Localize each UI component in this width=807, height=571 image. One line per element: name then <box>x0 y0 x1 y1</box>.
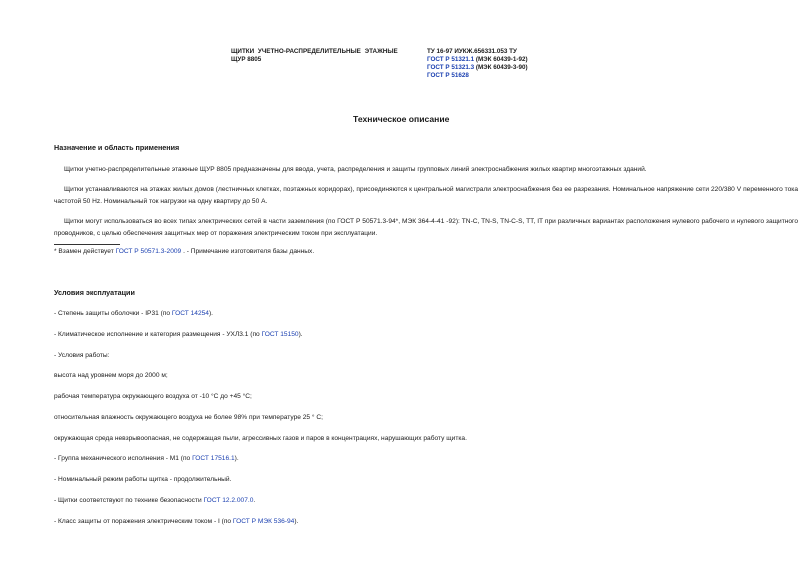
footnote: * Взамен действует ГОСТ Р 50571.3-2009 . - Примечание изготовителя базы данных. <box>54 248 315 255</box>
header-product-title <box>231 48 398 64</box>
condition-line: - Щитки соответствуют по технике безопасности ГОСТ 12.2.007.0. <box>54 497 256 504</box>
gost-link[interactable]: ГОСТ Р 50571.3-2009 <box>115 248 182 255</box>
gost-link[interactable]: ГОСТ 12.2.007.0 <box>203 497 254 504</box>
header-ref-3 <box>427 72 528 80</box>
header-title-line1: ЩИТКИ УЧЕТНО-РАСПРЕДЕЛИТЕЛЬНЫЕ ЭТАЖНЫЕ <box>231 48 398 55</box>
condition-line: относительная влажность окружающего воздуха не более 98% при температуре 25 ° С; <box>54 414 323 421</box>
condition-line: рабочая температура окружающего воздуха от -10 °С до +45 °С; <box>54 393 252 400</box>
section-heading-purpose: Назначение и область применения <box>54 143 180 152</box>
footnote-divider <box>54 244 120 245</box>
condition-line: высота над уровнем моря до 2000 м; <box>54 372 168 379</box>
condition-line: окружающая среда невзрывоопасная, не содержащая пыли, агрессивных газов и паров в концентрациях, нарушающих работу щитка. <box>54 435 467 442</box>
condition-line: - Номинальный режим работы щитка - продолжительный. <box>54 476 232 483</box>
paragraph-purpose-3: Щитки могут использоваться во всех типах электрических сетей в части заземления (по ГОСТ Р 50571.3-94*, МЭК 364-4-41 -92): TN-C, TN-S, TN-C-S, TT, IT при различных вариантах расположения нулевого рабочего и нулевого защитного проводников, с целью обеспечения защитных мер от поражения электрическим током при эксплуатации. <box>54 218 798 237</box>
gost-link[interactable]: ГОСТ 15150 <box>261 331 299 338</box>
header-title-line2: ЩУР 8805 <box>231 56 262 63</box>
paragraph-purpose-2: Щитки устанавливаются на этажах жилых домов (лестничных клетках, поэтажных коридорах), присоединяются к центральной магистрали электроснабжения без ее разрезания. Номинальное напряжение сети 220/380 V переменного тока частотой 50 Hz. Номинальный ток нагрузки на одну квартиру до 50 А. <box>54 186 798 205</box>
header-tu-code: ТУ 16-97 ИУКЖ.656331.053 ТУ <box>427 48 517 55</box>
gost-link[interactable]: ГОСТ Р 51321.1 <box>427 56 475 63</box>
condition-line: - Группа механического исполнения - М1 (по ГОСТ 17516.1). <box>54 455 239 462</box>
gost-link[interactable]: ГОСТ Р МЭК 536-94 <box>232 518 295 525</box>
gost-link[interactable]: ГОСТ 17516.1 <box>192 455 235 462</box>
condition-line: - Климатическое исполнение и категория размещения - УХЛ3.1 (по ГОСТ 15150). <box>54 331 303 338</box>
paragraph-purpose-1: Щитки учетно-распределительные этажные ЩУР 8805 предназначены для ввода, учета, распределения и защиты групповых линий электроснабжения жилых квартир многоэтажных зданий. <box>64 166 647 173</box>
header-ref-1: ГОСТ Р 51321.1 (МЭК 60439-1-92) <box>427 56 528 63</box>
header-ref-2: ГОСТ Р 51321.3 (МЭК 60439-3-90) <box>427 64 528 71</box>
header-standards <box>427 48 528 80</box>
gost-link[interactable]: ГОСТ Р 51628 <box>427 72 469 79</box>
gost-link[interactable]: ГОСТ 14254 <box>171 310 209 317</box>
condition-line: - Условия работы: <box>54 352 110 359</box>
doc-title: Техническое описание <box>353 114 450 124</box>
section-heading-conditions: Условия эксплуатации <box>54 288 135 297</box>
condition-line: - Класс защиты от поражения электрическим током - I (по ГОСТ Р МЭК 536-94). <box>54 518 299 525</box>
gost-link[interactable]: ГОСТ Р 51321.3 <box>427 64 475 71</box>
condition-line: - Степень защиты оболочки - IP31 (по ГОСТ 14254). <box>54 310 213 317</box>
